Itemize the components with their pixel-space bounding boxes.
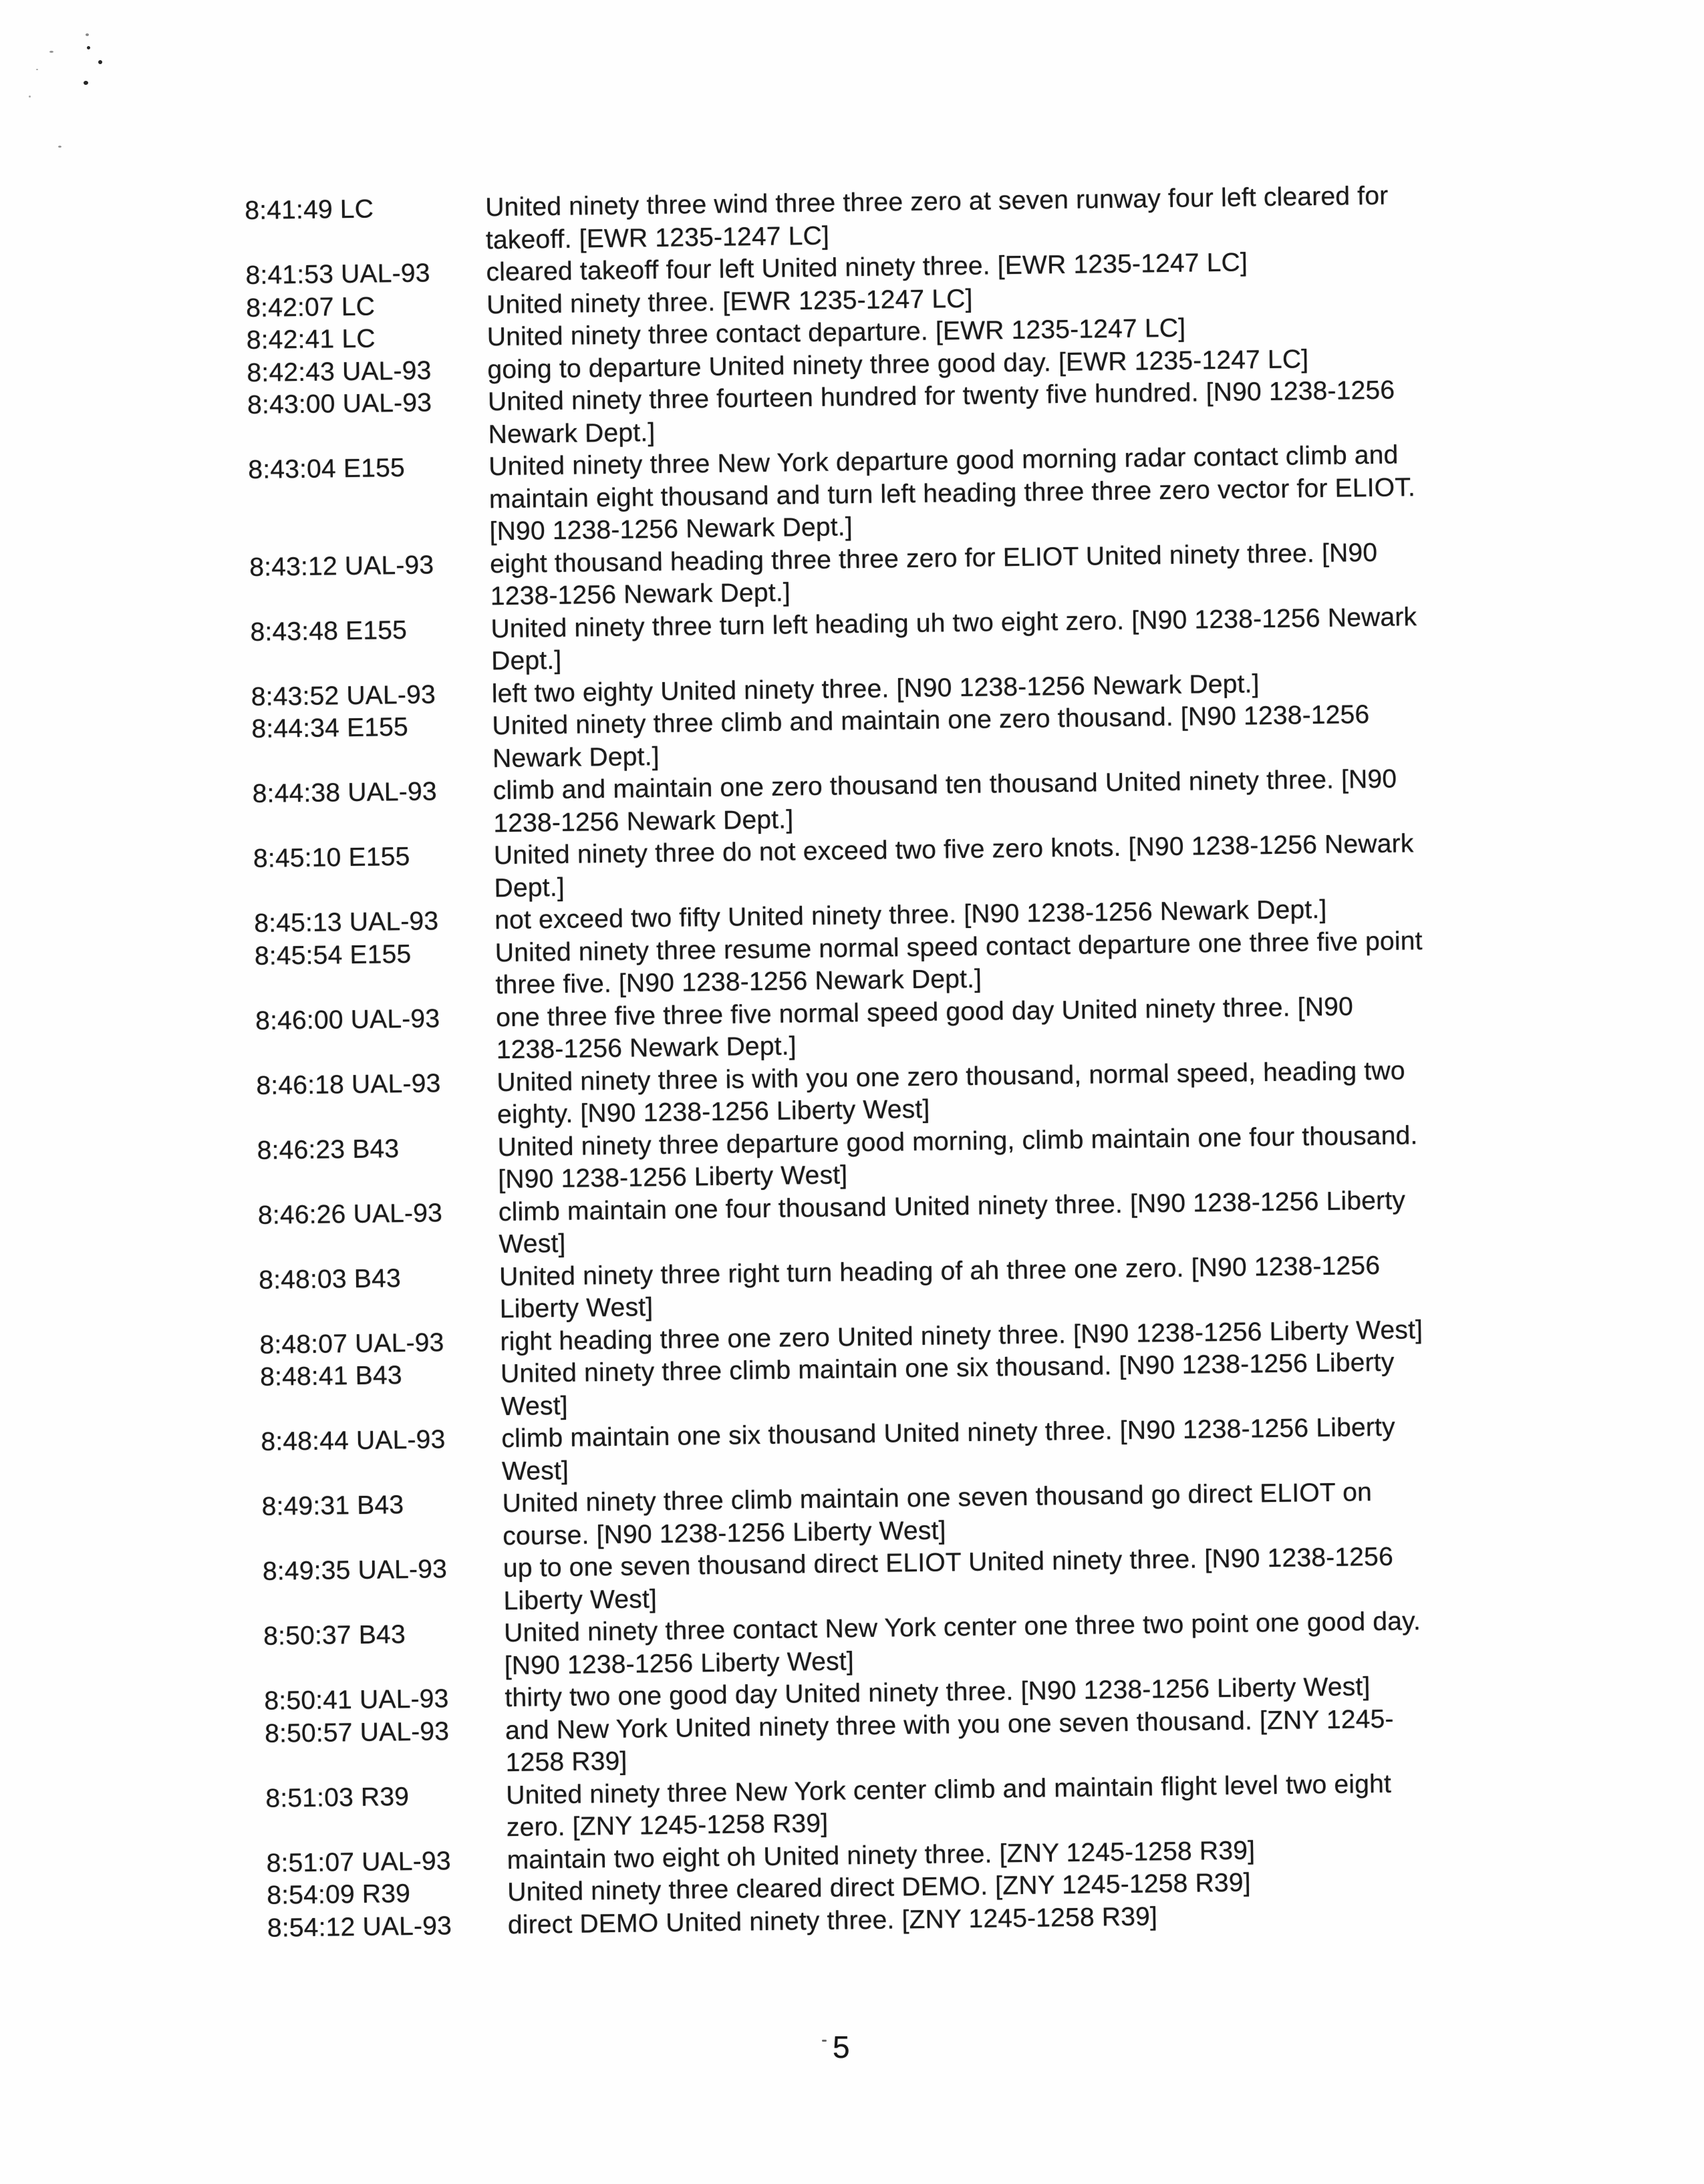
speaker-id: UAL-93 (346, 679, 436, 710)
timestamp: 8:43:48 (250, 616, 339, 647)
entry-label (267, 1909, 509, 1945)
timestamp: 8:43:04 (248, 454, 337, 484)
scan-speckle (58, 146, 61, 148)
entry-label (263, 1617, 505, 1653)
transmission-text: maintain two eight oh United ninety three. [ZNY 1245-1258 R39] (507, 1835, 1256, 1875)
entry-label (265, 1780, 507, 1815)
timestamp: 8:48:07 (259, 1329, 348, 1360)
transmission-text: thirty two one good day United ninety three. [N90 1238-1256 Liberty West] (505, 1672, 1371, 1713)
entry-label (247, 321, 488, 357)
scan-speckle (86, 33, 89, 36)
entry-label (265, 1715, 506, 1750)
entry-label (252, 775, 493, 810)
timestamp: 8:46:23 (257, 1134, 345, 1165)
entry-label (246, 289, 487, 325)
speaker-id: R39 (362, 1879, 411, 1909)
speaker-id: UAL-93 (354, 1328, 444, 1358)
entry-label (259, 1261, 500, 1297)
speaker-id: E155 (343, 453, 406, 484)
transmission-text: United ninety three climb and maintain one zero thousand. [N90 1238-1256 Newark Dept.] (492, 700, 1370, 773)
timestamp: 8:48:44 (261, 1426, 349, 1456)
timestamp: 8:46:18 (256, 1070, 345, 1100)
timestamp: 8:44:38 (252, 778, 341, 808)
speaker-id: LC (341, 291, 376, 321)
timestamp: 8:45:13 (253, 908, 343, 938)
speaker-id: UAL-93 (344, 550, 434, 581)
scan-speckle (98, 60, 102, 64)
speaker-id: UAL-93 (362, 1911, 452, 1941)
transmission-text: climb maintain one four thousand United ninety three. [N90 1238-1256 Liberty West] (498, 1185, 1406, 1259)
entry-label (257, 1132, 498, 1167)
speaker-id: UAL-93 (350, 1003, 440, 1034)
entry-label (264, 1682, 505, 1718)
transmission-text: United ninety three contact New York center one three two point one good day. [N90 1238-1256 Liberty West] (503, 1607, 1421, 1680)
transmission-text: United ninety three right turn heading of ah three one zero. [N90 1238-1256 Liberty West] (499, 1251, 1381, 1324)
entry-label (247, 354, 488, 389)
transmission-text: United ninety three contact departure. [EWR 1235-1247 LC] (486, 313, 1186, 352)
speaker-id: UAL-93 (359, 1684, 449, 1714)
timestamp: 8:48:41 (259, 1362, 348, 1392)
speaker-id: B43 (355, 1361, 403, 1390)
page-number: 5 (833, 2030, 850, 2064)
timestamp: 8:42:43 (247, 357, 335, 387)
transmission-text: United ninety three climb maintain one seven thousand go direct ELIOT on course. [N90 1238-1256 Liberty West] (502, 1478, 1373, 1551)
speaker-id: UAL-93 (340, 259, 430, 289)
entry-label (250, 613, 491, 649)
entry-label (261, 1488, 503, 1523)
speaker-id: E155 (346, 712, 409, 743)
transmission-text: United ninety three is with you one zero thousand, normal speed, heading two eighty. [N90 1238-1256 Liberty West] (496, 1056, 1405, 1130)
timestamp: 8:49:35 (262, 1556, 351, 1586)
scan-speckle (36, 69, 38, 70)
entry-label (255, 937, 496, 973)
entry-label (245, 257, 486, 292)
entry-label (261, 1423, 502, 1458)
transmission-text: up to one seven thousand direct ELIOT United ninety three. [N90 1238-1256 Liberty West] (503, 1542, 1394, 1615)
speaker-id: UAL-93 (341, 355, 432, 386)
speaker-id: UAL-93 (349, 907, 439, 937)
scan-speckle (84, 81, 88, 85)
entry-label (256, 1067, 497, 1102)
timestamp: 8:41:49 (245, 195, 333, 225)
atc-transcript (245, 180, 1463, 1945)
timestamp: 8:45:54 (254, 940, 343, 971)
timestamp: 8:42:07 (245, 292, 335, 323)
speaker-id: UAL-93 (347, 777, 438, 808)
entry-label (247, 386, 488, 422)
timestamp: 8:50:37 (263, 1621, 352, 1651)
speaker-id: UAL-93 (342, 388, 432, 419)
timestamp: 8:54:12 (267, 1912, 356, 1943)
transmission-text: United ninety three turn left heading uh two eight zero. [N90 1238-1256 Newark Dept.] (490, 602, 1417, 676)
timestamp: 8:41:53 (245, 260, 334, 290)
scan-speckle (87, 46, 90, 49)
timestamp: 8:46:26 (257, 1199, 346, 1230)
entry-label (255, 1002, 496, 1038)
scan-speckle (822, 2040, 827, 2042)
timestamp: 8:43:00 (247, 389, 335, 420)
entry-label (251, 710, 492, 746)
transmission-text: United ninety three cleared direct DEMO. [ZNY 1245-1258 R39] (507, 1868, 1251, 1907)
entry-label (248, 451, 489, 486)
speaker-id: E155 (348, 842, 410, 873)
entry-label (253, 840, 494, 875)
transmission-text: United ninety three departure good morning, climb maintain one four thousand. [N90 1238-1256 Liberty West] (497, 1120, 1418, 1195)
timestamp: 8:48:03 (258, 1264, 347, 1295)
scan-speckle (29, 96, 31, 98)
transmission-text: United ninety three. [EWR 1235-1247 LC] (486, 284, 973, 319)
speaker-id: UAL-93 (358, 1555, 448, 1585)
entry-label (259, 1326, 501, 1362)
transmission-text: right heading three one zero United ninety three. [N90 1238-1256 Liberty West] (500, 1315, 1423, 1356)
transmission-text: one three five three five normal speed good day United ninety three. [N90 1238-1256 Newark Dept.] (495, 991, 1354, 1065)
entry-label (267, 1877, 508, 1912)
entry-label (263, 1553, 504, 1588)
entry-label (266, 1845, 507, 1880)
timestamp: 8:51:03 (265, 1782, 354, 1813)
speaker-id: B43 (353, 1263, 402, 1293)
transmission-text: not exceed two fifty United ninety three. [N90 1238-1256 Newark Dept.] (494, 895, 1327, 935)
transmission-text: direct DEMO United ninety three. [ZNY 1245-1258 R39] (507, 1901, 1158, 1939)
timestamp: 8:45:10 (253, 843, 341, 873)
timestamp: 8:49:31 (261, 1491, 350, 1521)
speaker-id: UAL-93 (360, 1716, 450, 1747)
timestamp: 8:54:09 (267, 1880, 356, 1910)
transmission-text: United ninety three do not exceed two five zero knots. [N90 1238-1256 Newark Dept.] (493, 829, 1414, 903)
transmission-text: going to departure United ninety three good day. [EWR 1235-1247 LC] (487, 344, 1309, 384)
speaker-id: B43 (356, 1491, 404, 1520)
transmission-text: climb maintain one six thousand United ninety three. [N90 1238-1256 Liberty West] (501, 1412, 1396, 1486)
speaker-id: R39 (360, 1782, 410, 1812)
timestamp: 8:43:52 (251, 681, 339, 712)
timestamp: 8:46:00 (255, 1005, 343, 1036)
transmission-text: eight thousand heading three three zero for ELIOT United ninety three. [N90 1238-1256 Newark Dept.] (489, 538, 1378, 611)
entry-label (251, 678, 492, 714)
transmission-text: United ninety three resume normal speed contact departure one three five point three five. [N90 1238-1256 Newark Dept.] (494, 926, 1423, 1000)
speaker-id: UAL-93 (351, 1068, 441, 1099)
speaker-id: E155 (349, 939, 412, 969)
speaker-id: LC (341, 324, 376, 354)
entry-label (249, 549, 490, 584)
transmission-text: climb and maintain one zero thousand ten thousand United ninety three. [N90 1238-1256 Newark Dept.] (492, 764, 1397, 838)
speaker-id: LC (339, 194, 374, 224)
transmission-text: United ninety three fourteen hundred for twenty five hundred. [N90 1238-1256 Newark Dept.] (487, 375, 1395, 449)
timestamp: 8:50:57 (264, 1718, 353, 1748)
timestamp: 8:51:07 (266, 1847, 355, 1878)
transcript-row (248, 439, 1445, 552)
timestamp: 8:43:12 (249, 551, 338, 582)
transmission-text: left two eighty United ninety three. [N90 1238-1256 Newark Dept.] (491, 669, 1260, 708)
transmission-text: United ninety three New York departure good morning radar contact climb and maintain eight thousand and turn left heading three three zero vector for ELIOT. [N90 1238-1256 Newark Dept.] (488, 440, 1416, 547)
transmission-text: United ninety three climb maintain one six thousand. [N90 1238-1256 Liberty West] (500, 1348, 1395, 1421)
speaker-id: UAL-93 (361, 1846, 451, 1877)
timestamp: 8:44:34 (251, 714, 340, 744)
speaker-id: B43 (358, 1620, 406, 1650)
entry-label (254, 905, 495, 940)
entry-label (258, 1197, 499, 1232)
scan-speckle (49, 51, 53, 53)
transmission-text: and New York United ninety three with you one seven thousand. [ZNY 1245-1258 R39] (505, 1704, 1394, 1778)
entry-label (245, 192, 486, 227)
speaker-id: UAL-93 (356, 1425, 446, 1455)
timestamp: 8:50:41 (264, 1686, 353, 1716)
transmission-text: United ninety three New York center climb and maintain flight level two eight zero. [ZNY 1245-1258 R39] (506, 1769, 1392, 1843)
entry-label (260, 1358, 501, 1394)
transmission-text: cleared takeoff four left United ninety three. [EWR 1235-1247 LC] (486, 248, 1248, 287)
speaker-id: UAL-93 (353, 1198, 443, 1229)
speaker-id: B43 (352, 1134, 400, 1164)
speaker-id: E155 (345, 615, 408, 645)
transmission-text: United ninety three wind three three zero at seven runway four left cleared for takeoff. [EWR 1235-1247 LC] (484, 181, 1389, 255)
timestamp: 8:42:41 (246, 325, 335, 355)
